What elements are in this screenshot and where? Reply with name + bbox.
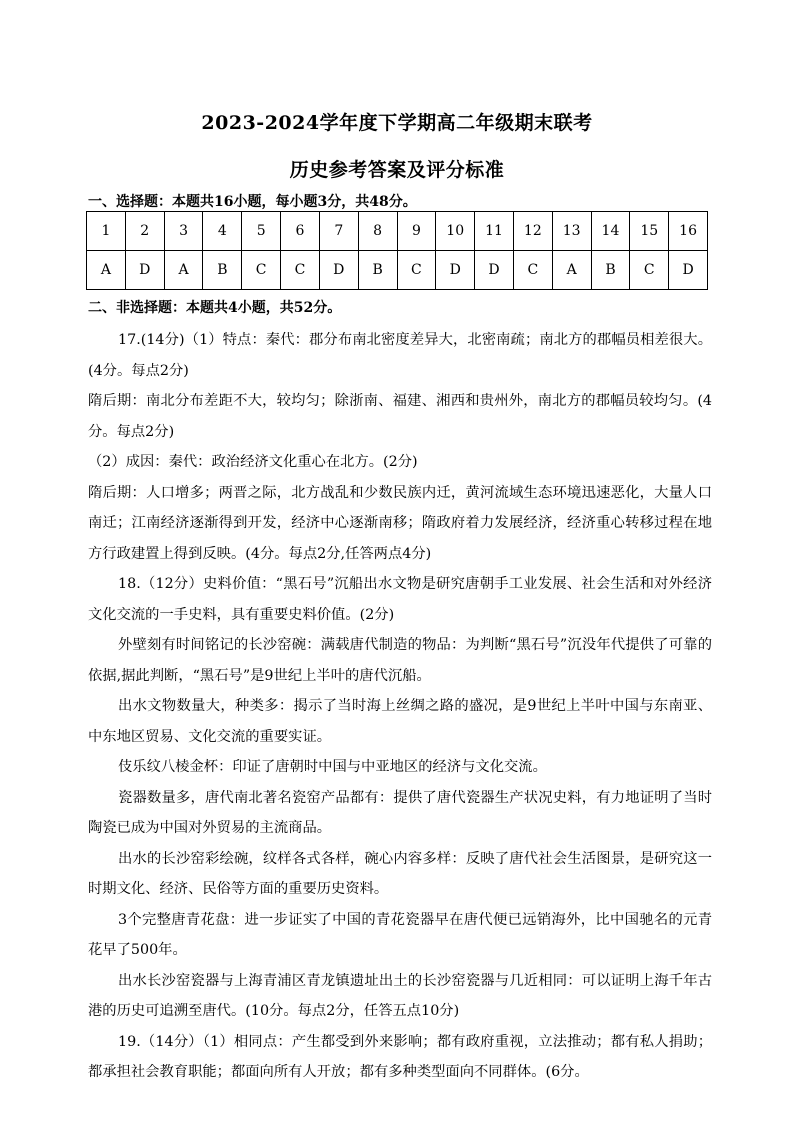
answer-paragraph: 出水长沙窑瓷器与上海青浦区青龙镇遗址出土的长沙窑瓷器与几近相同：可以证明上海千年古港的历史可追溯至唐代。(10分。每点2分，任答五点10分) bbox=[88, 972, 712, 1019]
question-number: 2 bbox=[125, 212, 164, 251]
answer-cell: C bbox=[630, 251, 669, 290]
answer-cell: B bbox=[591, 251, 630, 290]
answer-cell: D bbox=[669, 251, 708, 290]
answer-cell: A bbox=[552, 251, 591, 290]
answer-cell: D bbox=[436, 251, 475, 290]
answer-paragraph: 隋后期：南北分布差距不大，较均匀；除浙南、福建、湘西和贵州外，南北方的郡幅员较均匀。(4分。每点2分) bbox=[88, 393, 712, 440]
question-number: 3 bbox=[164, 212, 203, 251]
answer-paragraph: 隋后期：人口增多；两晋之际，北方战乱和少数民族内迁，黄河流域生态环境迅速恶化，大量人口南迁；江南经济逐渐得到开发，经济中心逐渐南移；隋政府着力发展经济，经济重心转移过程在地方行政建置上得到反映。(4分。每点2分,任答两点4分) bbox=[88, 484, 712, 562]
question-number: 13 bbox=[552, 212, 591, 251]
question-number: 9 bbox=[397, 212, 436, 251]
answer-cell: B bbox=[358, 251, 397, 290]
question-number-row bbox=[87, 212, 708, 251]
answer-cell: A bbox=[164, 251, 203, 290]
question-number: 15 bbox=[630, 212, 669, 251]
answer-table bbox=[86, 211, 708, 290]
answer-paragraph: 出水的长沙窑彩绘碗，纹样各式各样，碗心内容多样：反映了唐代社会生活图景，是研究这一时期文化、经济、民俗等方面的重要历史资料。 bbox=[88, 850, 712, 897]
answer-paragraph: （2）成因：秦代：政治经济文化重心在北方。(2分) bbox=[88, 454, 418, 470]
answer-paragraph: 19.（14分）（1）相同点：产生都受到外来影响；都有政府重视，立法推动；都有私人捐助；都承担社会教育职能；都面向所有人开放；都有多种类型面向不同群体。(6分。 bbox=[88, 1033, 712, 1080]
question-number: 16 bbox=[669, 212, 708, 251]
answer-paragraph: 外壁刻有时间铭记的长沙窑碗：满载唐代制造的物品：为判断“黑石号”沉没年代提供了可靠的依据,据此判断，“黑石号”是9世纪上半叶的唐代沉船。 bbox=[88, 637, 712, 684]
question-number: 8 bbox=[358, 212, 397, 251]
question-number: 12 bbox=[513, 212, 552, 251]
answer-cell: B bbox=[203, 251, 242, 290]
question-number: 4 bbox=[203, 212, 242, 251]
section-heading-non-choice: 二、非选择题：本题共4小题，共52分。 bbox=[88, 300, 342, 316]
answer-paragraph: 伎乐纹八棱金杯：印证了唐朝时中国与中亚地区的经济与文化交流。 bbox=[118, 759, 547, 775]
answer-cell: D bbox=[125, 251, 164, 290]
answer-paragraph: 3个完整唐青花盘：进一步证实了中国的青花瓷器早在唐代便已远销海外，比中国驰名的元青花早了500年。 bbox=[88, 911, 712, 958]
answer-paragraph: 17.(14分)（1）特点：秦代：郡分布南北密度差异大，北密南疏；南北方的郡幅员相差很大。(4分。每点2分) bbox=[88, 332, 712, 379]
answer-paragraph: 18.（12分）史料价值：“黑石号”沉船出水文物是研究唐朝手工业发展、社会生活和对外经济文化交流的一手史料，具有重要史料价值。(2分) bbox=[88, 576, 712, 623]
answer-paragraph: 瓷器数量多，唐代南北著名瓷窑产品都有：提供了唐代瓷器生产状况史料，有力地证明了当时陶瓷已成为中国对外贸易的主流商品。 bbox=[88, 789, 712, 836]
question-number: 5 bbox=[242, 212, 281, 251]
question-number: 6 bbox=[281, 212, 320, 251]
answer-cell: D bbox=[319, 251, 358, 290]
answer-body bbox=[88, 325, 712, 1088]
question-number: 14 bbox=[591, 212, 630, 251]
question-number: 11 bbox=[475, 212, 514, 251]
question-number: 7 bbox=[319, 212, 358, 251]
answer-paragraph: 出水文物数量大，种类多：揭示了当时海上丝绸之路的盛况，是9世纪上半叶中国与东南亚、中东地区贸易、文化交流的重要实证。 bbox=[88, 698, 712, 745]
answer-row bbox=[87, 251, 708, 290]
answer-cell: A bbox=[87, 251, 126, 290]
answer-cell: C bbox=[281, 251, 320, 290]
section-heading-choice: 一、选择题：本题共16小题，每小题3分，共48分。 bbox=[88, 194, 417, 210]
answer-cell: C bbox=[242, 251, 281, 290]
answer-cell: C bbox=[513, 251, 552, 290]
question-number: 10 bbox=[436, 212, 475, 251]
answer-cell: D bbox=[475, 251, 514, 290]
question-number: 1 bbox=[87, 212, 126, 251]
page-subtitle: 历史参考答案及评分标准 bbox=[289, 159, 505, 181]
page-title: 2023-2024学年度下学期高二年级期末联考 bbox=[201, 112, 593, 134]
answer-cell: C bbox=[397, 251, 436, 290]
